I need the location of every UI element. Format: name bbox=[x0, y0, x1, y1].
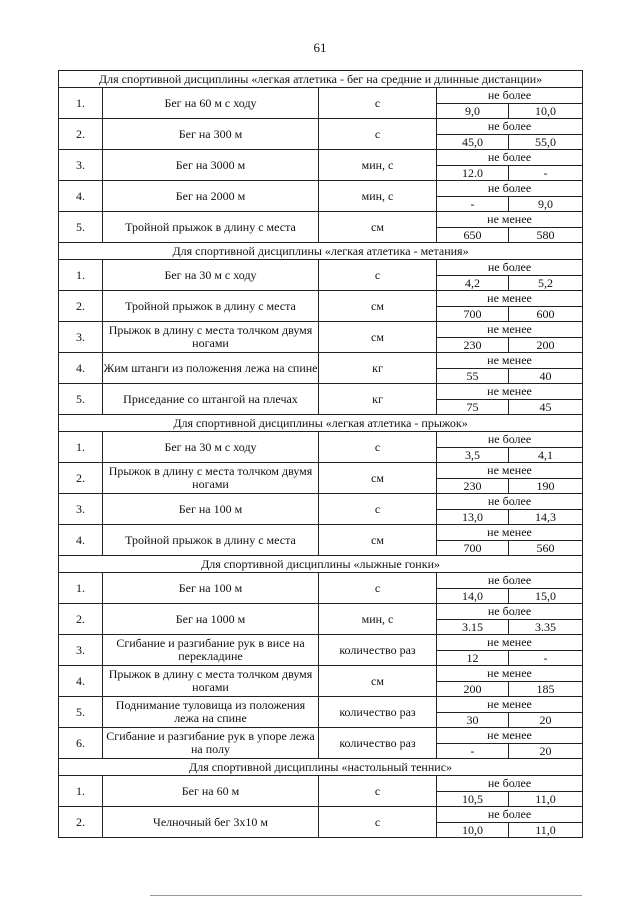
norm-value-1: 700 bbox=[437, 541, 509, 556]
norm-value-1: 3,5 bbox=[437, 448, 509, 463]
table-row bbox=[59, 573, 583, 589]
row-number: 4. bbox=[59, 666, 103, 697]
unit-of-measure: мин, с bbox=[319, 604, 437, 635]
norm-condition: не более bbox=[437, 88, 583, 104]
table-row bbox=[59, 150, 583, 166]
norm-condition: не менее bbox=[437, 728, 583, 744]
norm-value-1: 75 bbox=[437, 400, 509, 415]
unit-of-measure: см bbox=[319, 212, 437, 243]
table-row bbox=[59, 432, 583, 448]
unit-of-measure: с bbox=[319, 432, 437, 463]
unit-of-measure: с bbox=[319, 260, 437, 291]
section-title: Для спортивной дисциплины «легкая атлетика - бег на средние и длинные дистанции» bbox=[59, 71, 583, 88]
norm-value-1: 4,2 bbox=[437, 276, 509, 291]
row-number: 1. bbox=[59, 776, 103, 807]
row-number: 4. bbox=[59, 353, 103, 384]
row-number: 2. bbox=[59, 807, 103, 838]
norm-condition: не более bbox=[437, 494, 583, 510]
table-row bbox=[59, 604, 583, 620]
norm-value-2: 20 bbox=[509, 744, 583, 759]
test-name: Тройной прыжок в длину с места bbox=[103, 525, 319, 556]
row-number: 3. bbox=[59, 635, 103, 666]
table-row bbox=[59, 88, 583, 104]
test-name: Бег на 300 м bbox=[103, 119, 319, 150]
norm-condition: не более bbox=[437, 573, 583, 589]
test-name: Бег на 30 м с ходу bbox=[103, 260, 319, 291]
table-row bbox=[59, 353, 583, 369]
unit-of-measure: см bbox=[319, 291, 437, 322]
table-row bbox=[59, 119, 583, 135]
row-number: 1. bbox=[59, 432, 103, 463]
norm-value-1: 13,0 bbox=[437, 510, 509, 525]
section-header-row bbox=[59, 243, 583, 260]
unit-of-measure: количество раз bbox=[319, 635, 437, 666]
norm-value-1: 45,0 bbox=[437, 135, 509, 150]
unit-of-measure: кг bbox=[319, 353, 437, 384]
test-name: Челночный бег 3х10 м bbox=[103, 807, 319, 838]
norm-value-1: 3.15 bbox=[437, 620, 509, 635]
unit-of-measure: см bbox=[319, 666, 437, 697]
norm-value-2: 5,2 bbox=[509, 276, 583, 291]
table-row bbox=[59, 260, 583, 276]
norm-value-1: 200 bbox=[437, 682, 509, 697]
test-name: Бег на 1000 м bbox=[103, 604, 319, 635]
norm-condition: не более bbox=[437, 119, 583, 135]
test-name: Бег на 100 м bbox=[103, 573, 319, 604]
unit-of-measure: с bbox=[319, 119, 437, 150]
norm-value-2: 9,0 bbox=[509, 197, 583, 212]
norm-value-2: 20 bbox=[509, 713, 583, 728]
table-row bbox=[59, 525, 583, 541]
norm-value-2: 11,0 bbox=[509, 792, 583, 807]
norm-condition: не менее bbox=[437, 666, 583, 682]
table-row bbox=[59, 494, 583, 510]
section-title: Для спортивной дисциплины «настольный теннис» bbox=[59, 759, 583, 776]
row-number: 2. bbox=[59, 119, 103, 150]
table-row bbox=[59, 666, 583, 682]
row-number: 3. bbox=[59, 322, 103, 353]
norm-value-1: 12 bbox=[437, 651, 509, 666]
row-number: 6. bbox=[59, 728, 103, 759]
section-title: Для спортивной дисциплины «легкая атлетика - метания» bbox=[59, 243, 583, 260]
norm-value-2: 10,0 bbox=[509, 104, 583, 119]
test-name: Бег на 100 м bbox=[103, 494, 319, 525]
row-number: 3. bbox=[59, 494, 103, 525]
test-name: Сгибание и разгибание рук в висе на перекладине bbox=[103, 635, 319, 666]
norm-value-1: 230 bbox=[437, 338, 509, 353]
row-number: 1. bbox=[59, 88, 103, 119]
section-title: Для спортивной дисциплины «легкая атлетика - прыжок» bbox=[59, 415, 583, 432]
unit-of-measure: мин, с bbox=[319, 150, 437, 181]
row-number: 4. bbox=[59, 525, 103, 556]
norm-value-2: 55,0 bbox=[509, 135, 583, 150]
unit-of-measure: см bbox=[319, 525, 437, 556]
table-row bbox=[59, 463, 583, 479]
norm-value-2: 11,0 bbox=[509, 823, 583, 838]
row-number: 5. bbox=[59, 697, 103, 728]
row-number: 1. bbox=[59, 573, 103, 604]
unit-of-measure: кг bbox=[319, 384, 437, 415]
section-header-row bbox=[59, 71, 583, 88]
norm-value-1: - bbox=[437, 197, 509, 212]
norm-value-2: 40 bbox=[509, 369, 583, 384]
test-name: Тройной прыжок в длину с места bbox=[103, 291, 319, 322]
row-number: 2. bbox=[59, 604, 103, 635]
section-title: Для спортивной дисциплины «лыжные гонки» bbox=[59, 556, 583, 573]
norm-condition: не менее bbox=[437, 635, 583, 651]
unit-of-measure: количество раз bbox=[319, 728, 437, 759]
section-header-row bbox=[59, 556, 583, 573]
norm-condition: не менее bbox=[437, 322, 583, 338]
norm-condition: не менее bbox=[437, 525, 583, 541]
norm-value-2: 4,1 bbox=[509, 448, 583, 463]
norm-value-1: 30 bbox=[437, 713, 509, 728]
norm-condition: не более bbox=[437, 776, 583, 792]
unit-of-measure: с bbox=[319, 776, 437, 807]
norm-value-1: 10,5 bbox=[437, 792, 509, 807]
row-number: 2. bbox=[59, 463, 103, 494]
table-row bbox=[59, 384, 583, 400]
norm-value-2: 45 bbox=[509, 400, 583, 415]
norm-value-2: 3.35 bbox=[509, 620, 583, 635]
unit-of-measure: см bbox=[319, 322, 437, 353]
norm-value-1: 9,0 bbox=[437, 104, 509, 119]
test-name: Прыжок в длину с места толчком двумя ногами bbox=[103, 463, 319, 494]
row-number: 5. bbox=[59, 384, 103, 415]
norm-condition: не менее bbox=[437, 697, 583, 713]
test-name: Прыжок в длину с места толчком двумя ногами bbox=[103, 322, 319, 353]
section-header-row bbox=[59, 759, 583, 776]
unit-of-measure: количество раз bbox=[319, 697, 437, 728]
table-row bbox=[59, 635, 583, 651]
norm-value-2: 185 bbox=[509, 682, 583, 697]
table-row bbox=[59, 181, 583, 197]
unit-of-measure: см bbox=[319, 463, 437, 494]
norm-condition: не менее bbox=[437, 384, 583, 400]
norm-condition: не менее bbox=[437, 463, 583, 479]
norms-table bbox=[58, 70, 583, 838]
norm-value-2: 580 bbox=[509, 228, 583, 243]
norm-value-1: 55 bbox=[437, 369, 509, 384]
test-name: Сгибание и разгибание рук в упоре лежа на полу bbox=[103, 728, 319, 759]
table-row bbox=[59, 291, 583, 307]
unit-of-measure: с bbox=[319, 88, 437, 119]
norm-value-1: 650 bbox=[437, 228, 509, 243]
test-name: Бег на 3000 м bbox=[103, 150, 319, 181]
norm-value-2: 15,0 bbox=[509, 589, 583, 604]
test-name: Тройной прыжок в длину с места bbox=[103, 212, 319, 243]
row-number: 2. bbox=[59, 291, 103, 322]
test-name: Поднимание туловища из положения лежа на спине bbox=[103, 697, 319, 728]
norm-value-2: 600 bbox=[509, 307, 583, 322]
table-row bbox=[59, 697, 583, 713]
table-row bbox=[59, 728, 583, 744]
unit-of-measure: с bbox=[319, 807, 437, 838]
unit-of-measure: мин, с bbox=[319, 181, 437, 212]
norm-condition: не менее bbox=[437, 353, 583, 369]
row-number: 1. bbox=[59, 260, 103, 291]
norm-condition: не более bbox=[437, 150, 583, 166]
norm-value-1: 14,0 bbox=[437, 589, 509, 604]
bottom-rule bbox=[150, 895, 582, 896]
test-name: Бег на 2000 м bbox=[103, 181, 319, 212]
norm-value-2: 560 bbox=[509, 541, 583, 556]
test-name: Бег на 60 м bbox=[103, 776, 319, 807]
unit-of-measure: с bbox=[319, 494, 437, 525]
norm-condition: не более bbox=[437, 807, 583, 823]
norm-value-1: 10,0 bbox=[437, 823, 509, 838]
test-name: Приседание со штангой на плечах bbox=[103, 384, 319, 415]
table-row bbox=[59, 212, 583, 228]
test-name: Жим штанги из положения лежа на спине bbox=[103, 353, 319, 384]
norm-condition: не менее bbox=[437, 291, 583, 307]
norm-value-2: - bbox=[509, 651, 583, 666]
test-name: Бег на 60 м с ходу bbox=[103, 88, 319, 119]
norm-value-2: - bbox=[509, 166, 583, 181]
page-number: 61 bbox=[313, 40, 327, 55]
norm-value-2: 190 bbox=[509, 479, 583, 494]
norm-condition: не более bbox=[437, 260, 583, 276]
test-name: Бег на 30 м с ходу bbox=[103, 432, 319, 463]
row-number: 4. bbox=[59, 181, 103, 212]
norm-value-1: 230 bbox=[437, 479, 509, 494]
unit-of-measure: с bbox=[319, 573, 437, 604]
norm-condition: не менее bbox=[437, 212, 583, 228]
table-row bbox=[59, 807, 583, 823]
norm-value-1: 12.0 bbox=[437, 166, 509, 181]
norm-condition: не более bbox=[437, 181, 583, 197]
section-header-row bbox=[59, 415, 583, 432]
row-number: 3. bbox=[59, 150, 103, 181]
table-row bbox=[59, 322, 583, 338]
norm-value-1: - bbox=[437, 744, 509, 759]
norm-value-2: 200 bbox=[509, 338, 583, 353]
norm-condition: не более bbox=[437, 604, 583, 620]
norm-condition: не более bbox=[437, 432, 583, 448]
table-row bbox=[59, 776, 583, 792]
test-name: Прыжок в длину с места толчком двумя ногами bbox=[103, 666, 319, 697]
norm-value-2: 14,3 bbox=[509, 510, 583, 525]
norm-value-1: 700 bbox=[437, 307, 509, 322]
row-number: 5. bbox=[59, 212, 103, 243]
